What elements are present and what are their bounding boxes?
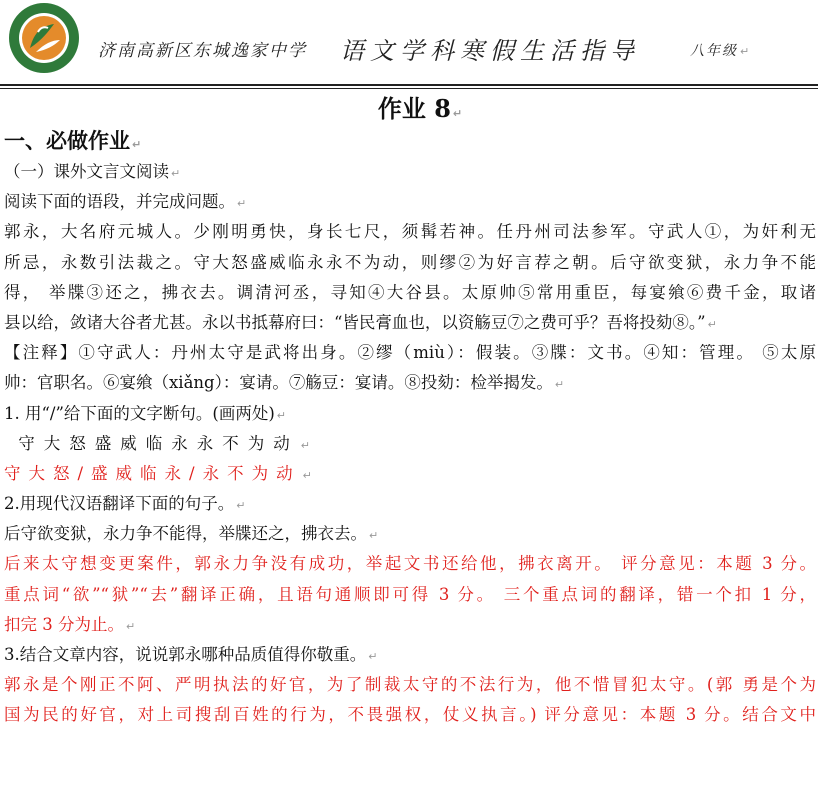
paragraph-mark-icon: ↵ bbox=[740, 45, 752, 58]
question-3-answer-line: 郭永是个刚正不阿、严明执法的好官，为了制裁太守的不法行为，他不惜冒犯太守。(郭 勇是个为 bbox=[4, 675, 816, 695]
paragraph-mark-icon: ↵ bbox=[554, 378, 565, 392]
document-body bbox=[4, 93, 816, 731]
paragraph-mark-icon: ↵ bbox=[368, 650, 378, 663]
question-1-answer: 守大怒/盛威临永/永不为动 ↵ bbox=[4, 463, 320, 483]
notes-line: 帅：官职名。⑥宴飨（xiǎng）：宴请。⑦觞豆：宴请。⑧投劾：检举揭发。 ↵ bbox=[4, 373, 565, 393]
grade-label: 八年级 ↵ bbox=[690, 43, 752, 59]
page-header bbox=[0, 0, 818, 88]
school-logo bbox=[8, 2, 80, 74]
paragraph-mark-icon: ↵ bbox=[171, 167, 181, 180]
paragraph-mark-icon: ↵ bbox=[276, 408, 287, 422]
paragraph-mark-icon: ↵ bbox=[126, 619, 136, 633]
question-2: 2.用现代汉语翻译下面的句子。 ↵ bbox=[4, 494, 246, 514]
passage-line: 郭永，大名府元城人。少刚明勇快，身长七尺，须髯若神。任丹州司法参军。守武人①，为奸利无 bbox=[4, 222, 816, 242]
school-name: 济南高新区东城逸家中学 bbox=[98, 41, 307, 61]
paragraph-mark-icon: ↵ bbox=[300, 438, 319, 452]
instruction: 阅读下面的语段，并完成问题。 ↵ bbox=[4, 192, 247, 212]
question-3: 3.结合文章内容，说说郭永哪种品质值得你敬重。 ↵ bbox=[4, 645, 378, 664]
guide-title: 语文学科寒假生活指导 bbox=[340, 37, 640, 65]
question-2-answer-line: 后来太守想变更案件，郭永力争没有成功，举起文书还给他，拂衣离开。 评分意见：本题 3 分。 bbox=[4, 554, 816, 574]
section-heading: 一、必做作业 ↵ bbox=[4, 128, 142, 153]
header-rule bbox=[0, 84, 818, 86]
passage-line: 县以给，敛诸大谷者尤甚。永以书抵幕府曰：“皆民膏血也，以资觞豆⑦之费可乎？吾将投劾⑧。” ↵ bbox=[4, 312, 717, 332]
passage-line: 所忌，永数引法裁之。守大怒盛威临永永不为动，则缪②为好言荐之朝。后守欲变狱，永力争不能 bbox=[4, 252, 816, 272]
passage-line: 得， 举牒③还之，拂衣去。调清河丞，寻知④大谷县。太原帅⑤常用重臣，每宴飨⑥费千金，取诸 bbox=[4, 282, 816, 302]
subsection-heading: （一）课外文言文阅读 ↵ bbox=[4, 162, 181, 181]
paragraph-mark-icon: ↵ bbox=[236, 499, 246, 513]
question-1-text: 守大怒盛威临永永不为动 ↵ bbox=[18, 433, 319, 453]
question-3-answer-line: 国为民的好官，对上司搜刮百姓的行为，不畏强权，仗义执言。) 评分意见：本题 3 分。结合文中 bbox=[4, 705, 816, 725]
paragraph-mark-icon: ↵ bbox=[302, 468, 320, 482]
question-2-answer-line: 扣完 3 分为止。 ↵ bbox=[4, 614, 136, 634]
header-rule-thin bbox=[0, 88, 818, 89]
assignment-title: 作业 8 ↵ bbox=[377, 94, 463, 123]
paragraph-mark-icon: ↵ bbox=[237, 197, 247, 211]
paragraph-mark-icon: ↵ bbox=[369, 529, 379, 543]
notes-line: 【注释】①守武人：丹州太守是武将出身。②缪（miù）：假装。③牒：文书。④知：管理。 ⑤太原 bbox=[4, 343, 816, 363]
question-2-answer-line: 重点词“欲”“狱”“去”翻译正确，且语句通顺即可得 3 分。 三个重点词的翻译，错一个扣 1 分， bbox=[4, 584, 816, 604]
paragraph-mark-icon: ↵ bbox=[707, 317, 717, 331]
question-2-text: 后守欲变狱，永力争不能得，举牒还之，拂衣去。 ↵ bbox=[4, 524, 379, 544]
question-1: 1. 用“/”给下面的文字断句。(画两处) ↵ bbox=[4, 403, 287, 423]
paragraph-mark-icon: ↵ bbox=[132, 138, 142, 151]
paragraph-mark-icon: ↵ bbox=[452, 107, 463, 120]
